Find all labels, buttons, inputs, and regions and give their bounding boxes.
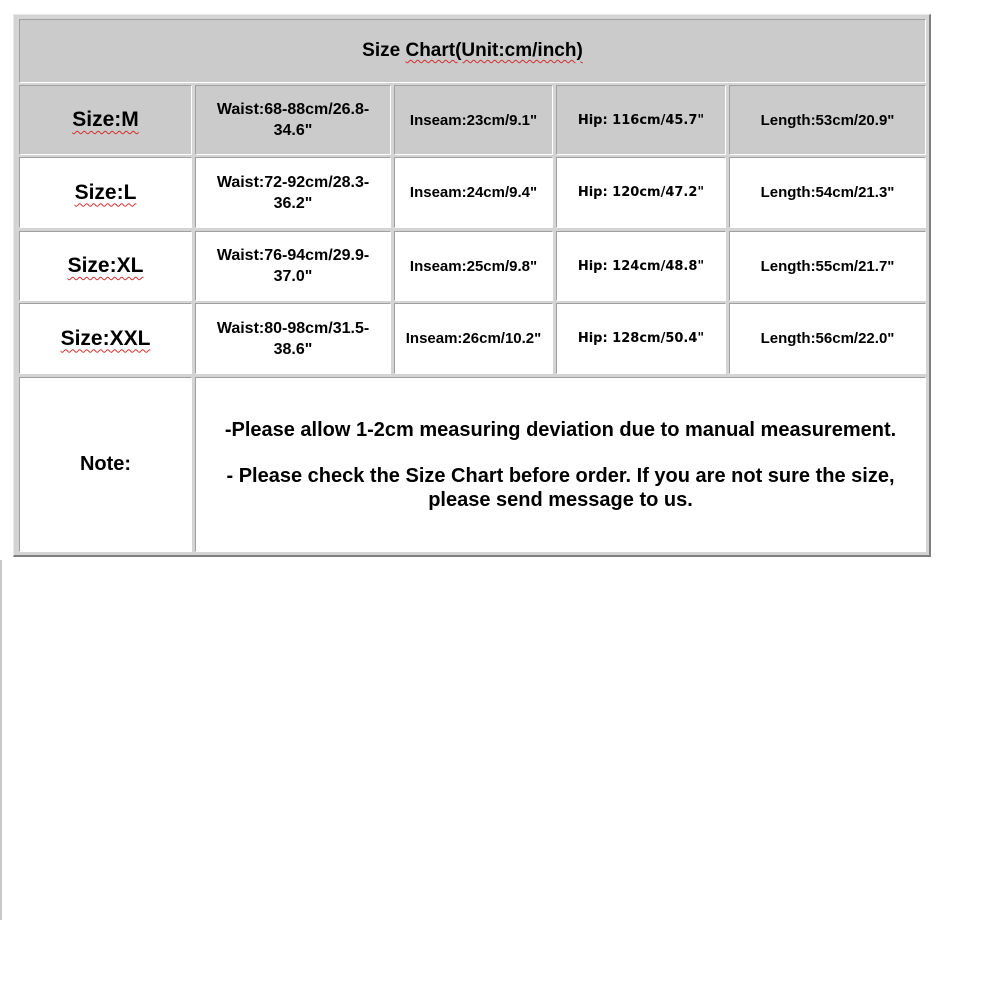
waist-cell-l: Waist:72-92cm/28.3-36.2" — [195, 157, 391, 228]
size-cell-xxl — [19, 303, 192, 374]
length-cell-xl: Length:55cm/21.7" — [729, 231, 926, 301]
hip-cell-m: Hip: 116cm/45.7" — [556, 85, 726, 155]
inseam-cell-xl: Inseam:25cm/9.8" — [394, 231, 553, 301]
size-label: Size:XL — [67, 254, 144, 277]
length-cell-l: Length:54cm/21.3" — [729, 157, 926, 228]
title-unit: Chart(Unit:cm/inch) — [405, 40, 583, 61]
waist-cell-m: Waist:68-88cm/26.8-34.6" — [195, 85, 391, 155]
page-edge-line — [0, 560, 2, 920]
hip-cell-xxl: Hip: 128cm/50.4" — [556, 303, 726, 374]
waist-cell-xl: Waist:76-94cm/29.9-37.0" — [195, 231, 391, 301]
inseam-cell-l: Inseam:24cm/9.4" — [394, 157, 553, 228]
size-cell-m — [19, 85, 192, 155]
note-body-cell — [195, 377, 926, 552]
size-label: Size:M — [72, 108, 139, 131]
length-cell-m: Length:53cm/20.9" — [729, 85, 926, 155]
size-chart-table — [13, 14, 931, 557]
size-label: Size:XXL — [60, 326, 151, 350]
hip-cell-l: Hip: 120cm/47.2" — [556, 157, 726, 228]
note-line-1: -Please allow 1-2cm measuring deviation due to manual measurement. — [224, 418, 897, 441]
table-title — [19, 19, 926, 83]
size-cell-xl — [19, 231, 192, 301]
size-label: Size:L — [74, 180, 137, 204]
waist-cell-xxl: Waist:80-98cm/31.5-38.6" — [195, 303, 391, 374]
size-cell-l — [19, 157, 192, 228]
inseam-cell-xxl: Inseam:26cm/10.2" — [394, 303, 553, 374]
note-label-cell: Note: — [19, 377, 192, 552]
title-prefix: Size — [362, 40, 406, 61]
note-line-2: - Please check the Size Chart before order. If you are not sure the size, please send message to us. — [226, 464, 895, 511]
inseam-cell-m: Inseam:23cm/9.1" — [394, 85, 553, 155]
hip-cell-xl: Hip: 124cm/48.8" — [556, 231, 726, 301]
length-cell-xxl: Length:56cm/22.0" — [729, 303, 926, 374]
